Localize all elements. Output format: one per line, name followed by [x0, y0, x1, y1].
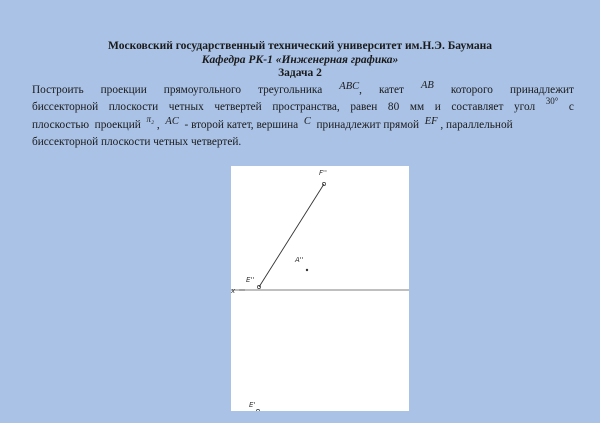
- department-title: Кафедра РК-1 «Инженерная графика»: [201, 54, 399, 66]
- word: прямоугольного: [163, 84, 242, 96]
- line-ef: EF: [424, 116, 438, 127]
- university-title: Московский государственный технический университет им.Н.Э. Баумана: [108, 40, 492, 52]
- drawing-sheet: [231, 166, 409, 411]
- line-ef-frontal: [259, 184, 324, 287]
- comma: ,: [156, 119, 160, 131]
- point-a2: [306, 269, 308, 271]
- task-title: Задача 2: [278, 67, 322, 79]
- word: которого: [450, 84, 493, 96]
- word: принадлежит: [510, 84, 574, 96]
- word: четных: [168, 101, 204, 113]
- word: Построить: [32, 84, 84, 96]
- statement-line-4: биссекторной плоскости четных четвертей.: [32, 136, 242, 148]
- leg-ac: AC: [165, 116, 179, 127]
- word: проекций: [94, 119, 141, 131]
- word: мм: [409, 101, 425, 113]
- word: угол: [513, 101, 536, 113]
- word: 80: [387, 101, 400, 113]
- label-e2: E'': [246, 276, 255, 284]
- word: пространства,: [272, 101, 340, 113]
- word: треугольника: [258, 84, 323, 96]
- label-a2: A'': [295, 256, 304, 264]
- statement-line-2: [32, 96, 574, 115]
- word: проекции: [100, 84, 147, 96]
- triangle-abc-group: [339, 82, 362, 99]
- word: и: [434, 101, 441, 113]
- plane-pi2: π₂: [146, 114, 155, 124]
- word: плоскостью: [32, 119, 90, 131]
- angle-value: 30°: [545, 96, 559, 106]
- text: - второй катет, вершина: [184, 119, 299, 131]
- triangle-abc: ABC: [339, 81, 360, 92]
- word: с: [568, 101, 574, 113]
- statement-line-3: [32, 114, 513, 134]
- word: равен: [350, 101, 378, 113]
- text: , параллельной: [440, 119, 513, 131]
- word: биссекторной: [32, 101, 99, 113]
- word: четвертей: [214, 101, 262, 113]
- leg-ab: AB: [420, 80, 434, 91]
- point-e1: [256, 409, 259, 411]
- word: катет: [378, 84, 404, 96]
- label-e1: E': [249, 401, 256, 409]
- vertex-c: C: [303, 116, 311, 127]
- word: составляет: [451, 101, 504, 113]
- label-x: x: [231, 287, 236, 295]
- statement-line-1: [32, 82, 574, 99]
- projection-drawing: [231, 166, 409, 411]
- label-f2: F'': [319, 169, 327, 177]
- word: плоскости: [108, 101, 159, 113]
- text: принадлежит прямой: [316, 119, 420, 131]
- comma: ,: [359, 84, 362, 96]
